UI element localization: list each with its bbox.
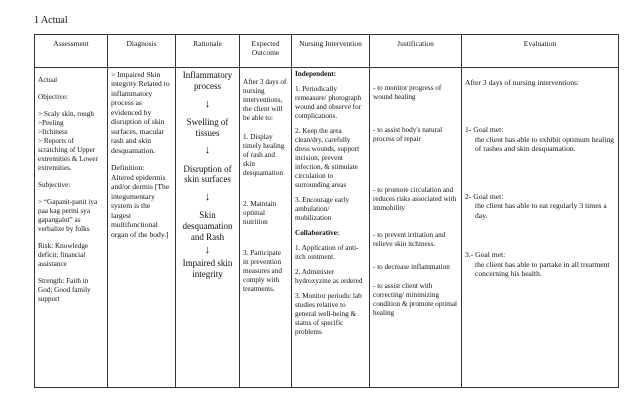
diagnosis-cell <box>108 68 176 388</box>
page-title: 1 Actual <box>34 15 68 26</box>
goal-2-text: the client has able to eat regularly 3 times a day. <box>475 201 607 220</box>
header-assessment: Assessment <box>35 35 108 68</box>
rationale-step-3: Disruption of skin surfaces <box>183 163 232 185</box>
justification-item-1: - to monitor progress of wound healing <box>373 84 442 101</box>
justification-cell <box>370 68 462 388</box>
down-arrow-icon: ↓ <box>204 144 211 157</box>
header-justification: Justification <box>370 35 462 68</box>
outcome-item-1: 1. Display timely healing of rash and skin desquamation <box>243 133 285 177</box>
independent-item-3: 3. Encourage early ambulation/ mobilization <box>295 196 350 222</box>
rationale-cell <box>176 68 240 388</box>
justification-item-5: - to decrease inflammation <box>373 263 450 271</box>
rationale-step-5: Impaired skin integrity <box>182 257 233 279</box>
definition-label: Definition: <box>111 163 145 173</box>
objective-text: > Scaly skin, rough >Peeling >Itchiness > Reports of scratching of Upper extremities & Lower extremities. <box>38 110 98 172</box>
justification-item-4: - to prevent irritation and relieve skin itchiness. <box>373 231 446 248</box>
goal-3-text: the client has able to partake in all treatment concerning his health. <box>475 259 610 279</box>
plan-row <box>35 68 619 388</box>
objective-label: Objective: <box>38 93 68 101</box>
header-expected-outcome: Expected Outcome <box>240 35 292 68</box>
collaborative-item-3: 3. Monitor periodic lab studies relative to general well-being & status of specific problems <box>295 292 362 336</box>
goal-3-label: 3.- Goal met: <box>465 250 506 260</box>
collaborative-item-2: 2. Administer hydroxyzine as ordered <box>295 268 363 285</box>
justification-item-6: - to assist client with correcting/ minimizing condition & promote optimal healing <box>373 282 458 317</box>
definition-text: Altered epidermis and/or dermis [The integumentary system is the largest multifunctional organ of the body.] <box>111 172 170 239</box>
collaborative-item-1: 1. Application of anti-itch ointment. <box>295 244 359 261</box>
header-rationale: Rationale <box>176 35 240 68</box>
justification-item-2: - to assist body's natural process of repair <box>373 126 443 143</box>
risk-line <box>38 242 104 269</box>
strength-text: Faith in God; Good family support <box>38 277 91 303</box>
goal-2-label: 2- Goal met: <box>465 191 504 201</box>
outcome-cell <box>240 68 292 388</box>
assessment-actual: Actual <box>38 76 58 84</box>
independent-label: Independent: <box>295 70 337 78</box>
outcome-item-3: 3. Participate in prevention measures and comply with treatments. <box>243 249 282 293</box>
intervention-cell <box>292 68 370 388</box>
down-arrow-icon: ↓ <box>204 97 211 110</box>
risk-text: Knowledge deficit; financial assistance <box>38 242 89 268</box>
header-nursing-intervention: Nursing Intervention <box>292 35 370 68</box>
rationale-step-1: Inflammatory process <box>182 70 233 91</box>
down-arrow-icon: ↓ <box>204 243 211 256</box>
rationale-step-4: Skin desquamation and Rash <box>182 210 233 242</box>
outcome-item-2: 2. Maintain optimal nutrition <box>243 200 277 226</box>
risk-label: Risk: <box>38 242 54 250</box>
header-diagnosis: Diagnosis <box>108 35 176 68</box>
strength-line <box>38 277 104 304</box>
header-evaluation: Evaluation <box>462 35 619 68</box>
subjective-text: > “Gapanit-panit iya paa kag permi sya gapangalut” as verbalize by folks <box>38 198 98 233</box>
independent-item-1: 1. Periodically remeasure/ photograph wound and observe for complications. <box>295 85 362 120</box>
header-row <box>35 35 619 68</box>
evaluation-intro: After 3 days of nursing interventions: <box>465 78 580 87</box>
strength-label: Strength: <box>38 277 65 285</box>
justification-item-3: - to promote circulation and reduces risks associated with immobility <box>373 186 457 212</box>
diagnosis-main: > Impaired Skin integrity Related to inflammatory process as evidenced by disruption of skin surfaces, macular rash and skin desquamation. <box>111 70 170 155</box>
outcome-intro: After 3 days of nursing interventions, the client will be able to: <box>243 78 287 122</box>
nursing-care-plan-table <box>34 34 619 388</box>
independent-item-2: 2. Keep the area clean/dry, carefully dress wounds, support incision, prevent infection, & stimulate circulation to surrounding areas <box>295 127 360 189</box>
assessment-cell <box>35 68 108 388</box>
subjective-label: Subjective: <box>38 181 71 189</box>
rationale-step-2: Swelling of tissues <box>186 116 229 138</box>
down-arrow-icon: ↓ <box>204 191 211 204</box>
collaborative-label: Collaborative: <box>295 229 340 237</box>
evaluation-cell <box>462 68 619 388</box>
goal-1-label: 1- Goal met: <box>465 125 504 135</box>
goal-1-text: the client has able to exhibit optimum healing of rashes and skin desquamation. <box>475 134 614 154</box>
